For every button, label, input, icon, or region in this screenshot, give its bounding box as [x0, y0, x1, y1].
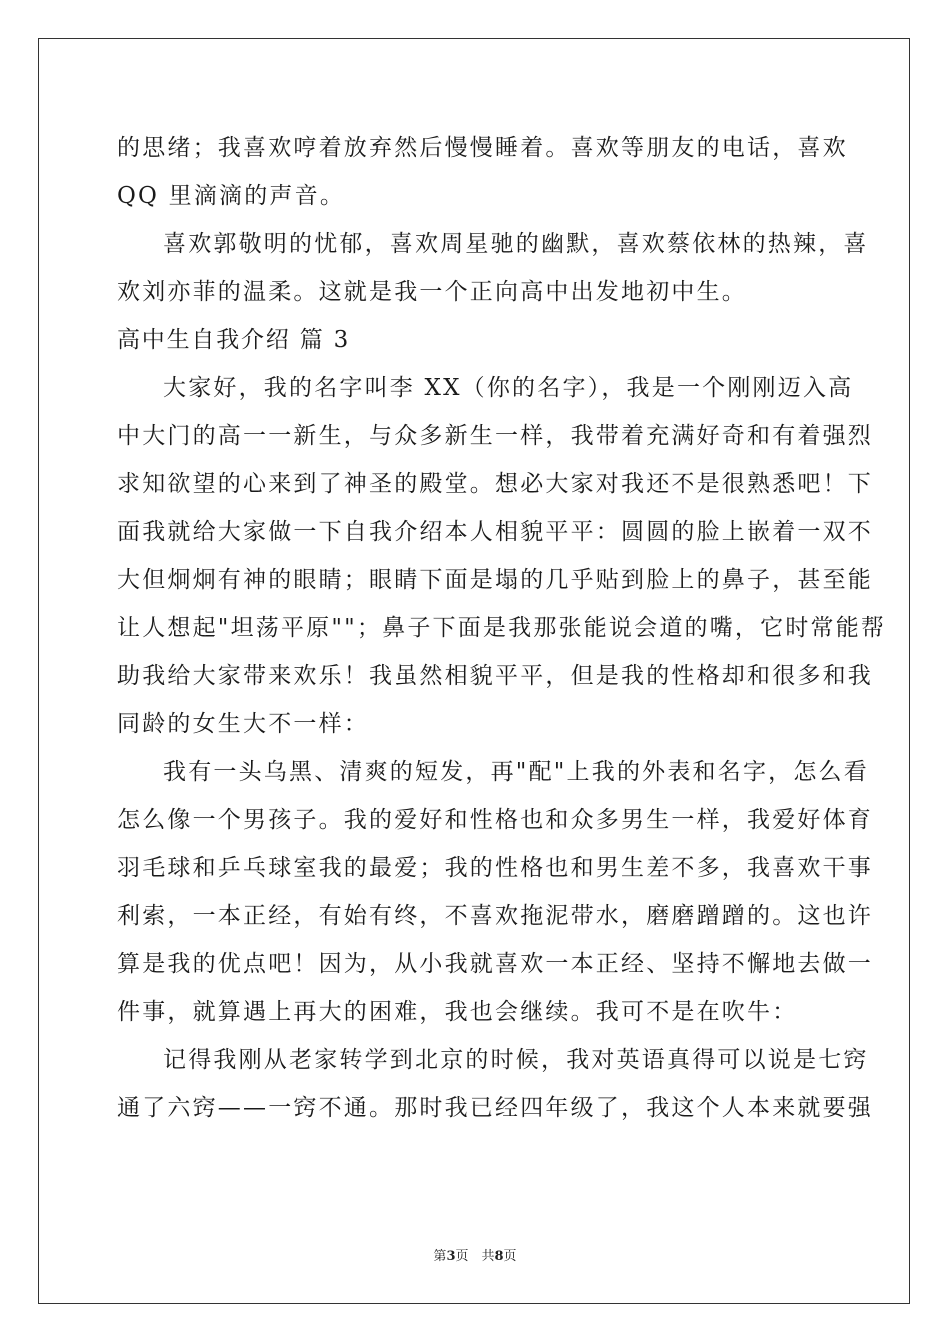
text-line: 欢刘亦菲的温柔。这就是我一个正向高中出发地初中生。: [117, 279, 747, 305]
page-footer: [0, 1245, 950, 1264]
paragraph-start: 喜欢郭敬明的忧郁，喜欢周星驰的幽默，喜欢蔡依林的热辣，喜: [163, 231, 869, 257]
document-body: [117, 124, 887, 1132]
footer-suffix: 页: [503, 1249, 517, 1264]
text-line: 算是我的优点吧！因为，从小我就喜欢一本正经、坚持不懈地去做一: [117, 951, 873, 977]
text-line: 通了六窍——一窍不通。那时我已经四年级了，我这个人本来就要强: [117, 1095, 873, 1121]
text-line: 中大门的高一一新生，与众多新生一样，我带着充满好奇和有着强烈: [117, 423, 873, 449]
paragraph-start: 记得我刚从老家转学到北京的时候，我对英语真得可以说是七窍: [163, 1047, 869, 1073]
text-line: 求知欲望的心来到了神圣的殿堂。想必大家对我还不是很熟悉吧！下: [117, 471, 873, 497]
paragraph-start: 大家好，我的名字叫李 XX（你的名字），我是一个刚刚迈入高: [163, 375, 854, 401]
paragraph-start: 我有一头乌黑、清爽的短发，再"配"上我的外表和名字，怎么看: [163, 759, 869, 785]
text-line: 利索，一本正经，有始有终，不喜欢拖泥带水，磨磨蹭蹭的。这也许: [117, 903, 873, 929]
footer-prefix: 第: [433, 1249, 447, 1264]
text-line: QQ 里滴滴的声音。: [117, 183, 346, 209]
footer-mid: 页 共: [455, 1249, 495, 1264]
current-page-number: 3: [446, 1249, 456, 1264]
text-line: 助我给大家带来欢乐！我虽然相貌平平，但是我的性格却和很多和我: [117, 663, 873, 689]
total-pages-number: 8: [494, 1249, 504, 1264]
text-line: 大但炯炯有神的眼睛；眼睛下面是塌的几乎贴到脸上的鼻子，甚至能: [117, 567, 873, 593]
text-line: 让人想起"坦荡平原""；鼻子下面是我那张能说会道的嘴，它时常能帮: [117, 615, 887, 641]
section-heading: 高中生自我介绍 篇 3: [117, 327, 351, 353]
text-line: 件事，就算遇上再大的困难，我也会继续。我可不是在吹牛：: [117, 999, 798, 1025]
text-line: 面我就给大家做一下自我介绍本人相貌平平：圆圆的脸上嵌着一双不: [117, 519, 873, 545]
text-line: 的思绪；我喜欢哼着放弃然后慢慢睡着。喜欢等朋友的电话，喜欢: [117, 135, 848, 161]
text-line: 同龄的女生大不一样：: [117, 711, 369, 737]
text-line: 怎么像一个男孩子。我的爱好和性格也和众多男生一样，我爱好体育: [117, 807, 873, 833]
text-line: 羽毛球和乒乓球室我的最爱；我的性格也和男生差不多，我喜欢干事: [117, 855, 873, 881]
